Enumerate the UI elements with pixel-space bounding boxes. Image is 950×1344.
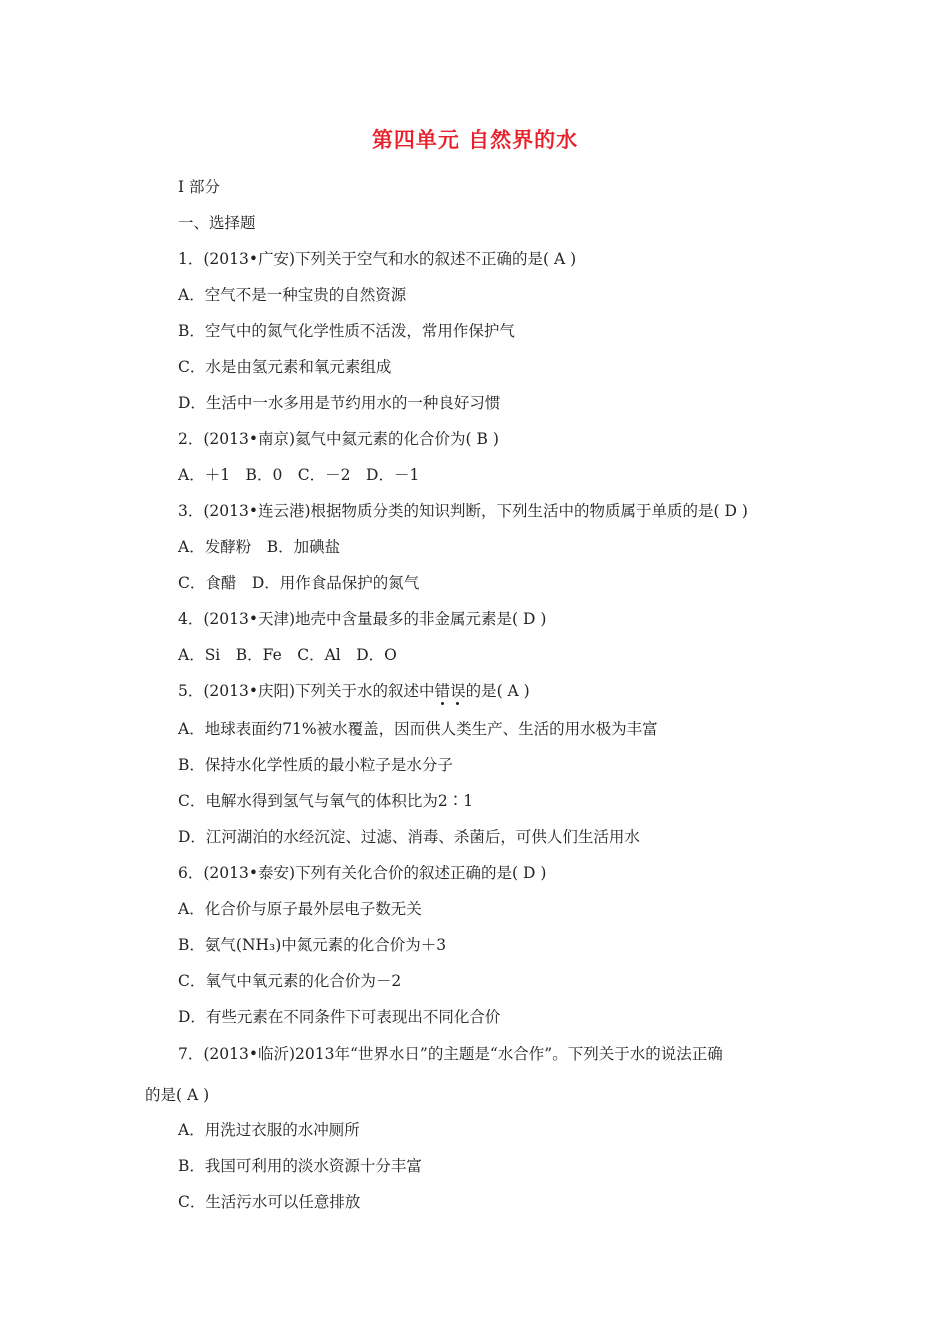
options-3cd: C．食醋 D．用作食品保护的氮气: [178, 574, 420, 592]
option-7b: B．我国可利用的淡水资源十分丰富: [178, 1157, 422, 1175]
option-6c: C．氧气中氧元素的化合价为－2: [178, 972, 402, 990]
question-7: 7．(2013•临沂)2013年“世界水日”的主题是“水合作”。下列关于水的说法正确: [178, 1045, 723, 1063]
option-5d: D．江河湖泊的水经沉淀、过滤、消毒、杀菌后，可供人们生活用水: [178, 828, 640, 846]
emphasis-dot-char: 错: [434, 682, 451, 700]
option-7a: A．用洗过衣服的水冲厕所: [178, 1121, 360, 1139]
question-4: 4．(2013•天津)地壳中含量最多的非金属元素是( D ): [178, 610, 547, 628]
option-1c: C．水是由氢元素和氧元素组成: [178, 358, 392, 376]
part-heading: Ⅰ 部分: [178, 178, 221, 196]
question-7-continued: 的是( A ): [145, 1086, 210, 1104]
option-6a: A．化合价与原子最外层电子数无关: [178, 900, 422, 918]
option-6d: D．有些元素在不同条件下可表现出不同化合价: [178, 1008, 501, 1026]
option-5c: C．电解水得到氢气与氧气的体积比为2∶1: [178, 792, 474, 810]
option-5a: A．地球表面约71%被水覆盖，因而供人类生产、生活的用水极为丰富: [178, 720, 658, 738]
option-1a: A．空气不是一种宝贵的自然资源: [178, 286, 407, 304]
options-3ab: A．发酵粉 B．加碘盐: [178, 538, 341, 556]
option-6b: B．氨气(NH₃)中氮元素的化合价为＋3: [178, 936, 447, 954]
question-6: 6．(2013•泰安)下列有关化合价的叙述正确的是( D ): [178, 864, 547, 882]
emphasis-dot-char: 误: [450, 682, 466, 700]
options-4: A．Si B．Fe C．Al D．O: [178, 646, 397, 664]
options-2: A．＋1 B．0 C．－2 D．－1: [178, 466, 420, 484]
question-5: 5．(2013•庆阳)下列关于水的叙述中错误的是( A ): [178, 682, 530, 700]
option-7c: C．生活污水可以任意排放: [178, 1193, 361, 1211]
question-3: 3．(2013•连云港)根据物质分类的知识判断，下列生活中的物质属于单质的是( D ): [178, 502, 748, 520]
option-5b: B．保持水化学性质的最小粒子是水分子: [178, 756, 453, 774]
option-1b: B．空气中的氮气化学性质不活泼，常用作保护气: [178, 322, 515, 340]
question-1: 1．(2013•广安)下列关于空气和水的叙述不正确的是( A ): [178, 250, 577, 268]
document-title: 第四单元 自然界的水: [371, 128, 579, 152]
question-2: 2．(2013•南京)氦气中氦元素的化合价为( B ): [178, 430, 499, 448]
option-1d: D．生活中一水多用是节约用水的一种良好习惯: [178, 394, 501, 412]
section-heading: 一、选择题: [178, 214, 256, 232]
